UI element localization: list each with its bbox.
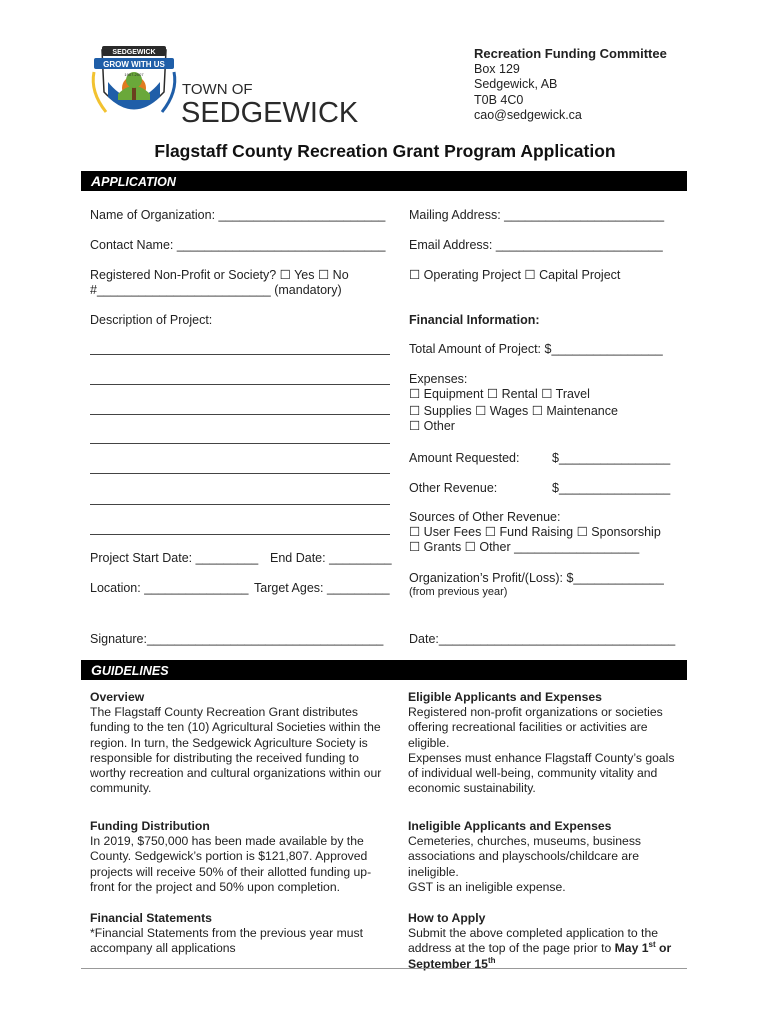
eligible-block — [408, 690, 684, 796]
statements-heading: Financial Statements — [90, 911, 212, 925]
description-line[interactable] — [90, 414, 390, 415]
other-revenue-field[interactable]: $________________ — [552, 481, 671, 495]
registration-number-field[interactable]: #_________________________ (mandatory) — [90, 283, 342, 297]
total-amount-field[interactable]: Total Amount of Project: $________________ — [409, 342, 663, 356]
description-line[interactable] — [90, 384, 390, 385]
section-cap-guidelines: G — [91, 662, 102, 678]
section-bar-application — [81, 171, 687, 191]
description-line[interactable] — [90, 354, 390, 355]
apply-date-2: September 15 — [408, 956, 488, 971]
description-label: Description of Project: — [90, 313, 213, 327]
project-start-date-field[interactable]: Project Start Date: _________ — [90, 551, 259, 565]
logo-banner-text: GROW WITH US — [103, 60, 165, 69]
header-box: Box 129 — [474, 61, 520, 76]
statements-text: *Financial Statements from the previous year must accompany all applications — [90, 926, 363, 956]
profit-loss-note: (from previous year) — [409, 586, 508, 598]
description-line[interactable] — [90, 443, 390, 444]
logo-ribbon-text: SEDGEWICK — [112, 49, 156, 56]
logo-year-text: 1907-2007 — [124, 72, 144, 77]
profit-loss-field[interactable]: Organization’s Profit/(Loss): $_____________ — [409, 571, 664, 585]
end-date-field[interactable]: End Date: _________ — [270, 551, 392, 565]
logo-town-name: SEDGEWICK — [181, 97, 359, 127]
town-logo — [88, 42, 368, 127]
ineligible-text-2: GST is an ineligible expense. — [408, 879, 566, 894]
header-postal: T0B 4C0 — [474, 92, 524, 107]
sources-label: Sources of Other Revenue: — [409, 510, 561, 524]
apply-date-1: May 1 — [614, 941, 649, 956]
section-rest-application: PPLICATION — [101, 175, 176, 189]
target-ages-field[interactable]: Target Ages: _________ — [254, 581, 390, 595]
mailing-address-field[interactable]: Mailing Address: _______________________ — [409, 208, 665, 222]
sources-checkboxes-row1[interactable]: ☐ User Fees ☐ Fund Raising ☐ Sponsorship — [409, 525, 661, 539]
funding-text: In 2019, $750,000 has been made available by the County. Sedgewick’s portion is $121,807. Approved projects will receive 50% of their allotted funding up-front for the project and 50% upon completion. — [90, 834, 372, 894]
header-email[interactable]: cao@sedgewick.ca — [474, 108, 582, 122]
signature-field[interactable]: Signature:__________________________________ — [90, 632, 384, 646]
expenses-checkbox-other[interactable]: ☐ Other — [409, 419, 455, 433]
name-of-organization-field[interactable]: Name of Organization: ________________________ — [90, 208, 386, 222]
page-title: Flagstaff County Recreation Grant Program Application — [154, 141, 616, 161]
description-line[interactable] — [90, 473, 390, 474]
financial-info-heading: Financial Information: — [409, 313, 540, 327]
header-city: Sedgewick, AB — [474, 77, 558, 91]
funding-block — [90, 819, 395, 895]
description-line[interactable] — [90, 534, 390, 535]
footer-divider — [81, 968, 687, 969]
eligible-heading: Eligible Applicants and Expenses — [408, 690, 602, 704]
apply-or: or — [659, 941, 672, 956]
eligible-text-2: Expenses must enhance Flagstaff County’s goals of individual well-being, community vitality and economic sustainability. — [408, 750, 675, 796]
description-line[interactable] — [90, 504, 390, 505]
expenses-checkboxes-row1[interactable]: ☐ Equipment ☐ Rental ☐ Travel — [409, 387, 590, 401]
overview-block — [90, 690, 395, 796]
overview-text: The Flagstaff County Recreation Grant distributes funding to the ten (10) Agricultural Societies within the region. In turn, the Sedgewick Agriculture Society is responsible for distributing the received funding to worthy recreation and cultural organizations within our community. — [90, 705, 382, 796]
registered-nonprofit-checkboxes[interactable]: Registered Non-Profit or Society? ☐ Yes ☐ No — [90, 268, 349, 282]
amount-requested-label: Amount Requested: — [409, 451, 520, 465]
expenses-checkboxes-row2[interactable]: ☐ Supplies ☐ Wages ☐ Maintenance — [409, 404, 618, 418]
ineligible-heading: Ineligible Applicants and Expenses — [408, 819, 612, 833]
how-to-apply-block — [408, 911, 684, 972]
section-rest-guidelines: UIDELINES — [101, 664, 169, 678]
section-cap-application: A — [91, 173, 102, 189]
amount-requested-field[interactable]: $________________ — [552, 451, 671, 465]
apply-sup-2: th — [487, 955, 496, 965]
section-bar-guidelines — [81, 660, 687, 680]
header-org-name: Recreation Funding Committee — [474, 46, 667, 61]
ineligible-block — [408, 819, 684, 895]
sources-checkboxes-row2[interactable]: ☐ Grants ☐ Other __________________ — [409, 540, 640, 554]
funding-heading: Funding Distribution — [90, 819, 210, 833]
contact-name-field[interactable]: Contact Name: ______________________________ — [90, 238, 386, 252]
other-revenue-label: Other Revenue: — [409, 481, 498, 495]
expenses-label: Expenses: — [409, 372, 468, 386]
apply-heading: How to Apply — [408, 911, 486, 925]
apply-text: Submit the above completed application to the address at the top of the page prior to — [408, 926, 659, 956]
email-address-field[interactable]: Email Address: ________________________ — [409, 238, 663, 252]
apply-sup-1: st — [648, 940, 656, 950]
overview-heading: Overview — [90, 690, 145, 704]
statements-block — [90, 911, 395, 957]
header-address — [474, 46, 667, 124]
project-type-checkboxes[interactable]: ☐ Operating Project ☐ Capital Project — [409, 268, 621, 282]
location-field[interactable]: Location: _______________ — [90, 581, 249, 595]
date-field[interactable]: Date:__________________________________ — [409, 632, 676, 646]
eligible-text: Registered non-profit organizations or societies offering recreational facilities or activities are eligible. — [408, 705, 663, 750]
ineligible-text: Cemeteries, churches, museums, business associations and playschools/childcare are ineligible. — [408, 834, 642, 879]
logo-town-of: TOWN OF — [182, 81, 253, 98]
